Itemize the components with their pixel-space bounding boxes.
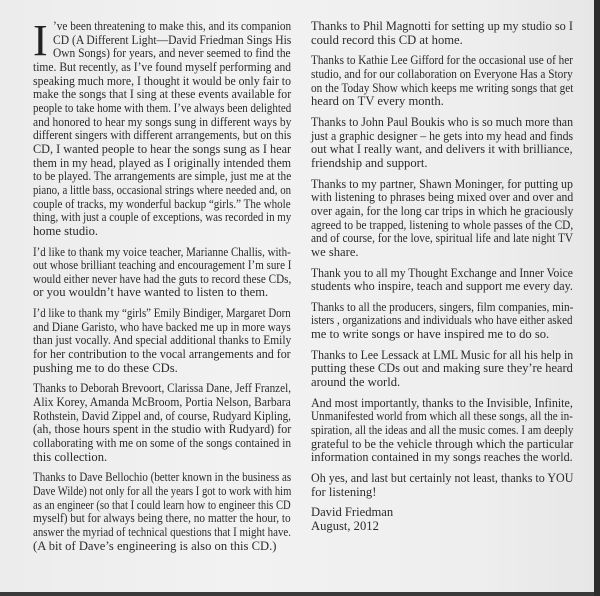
text-line: with listening to phrases being mixed over and over and [311, 190, 574, 205]
text-line: Thanks to Kathie Lee Gifford for the occasional use of her [311, 53, 573, 68]
text-line: heard on TV every month. [311, 94, 444, 109]
text-line: make the songs that I sing at these events available for [33, 87, 292, 102]
paragraph [311, 267, 573, 294]
text-line: Own Songs) for years, and never seemed to find the [53, 46, 291, 61]
left-column [33, 20, 291, 560]
text-line: and Diane Garisto, who have backed me up in more ways [33, 319, 291, 334]
text-line: to be played. The arrangements are simple, just me at the [33, 169, 292, 184]
text-line: Thanks to Deborah Brevoort, Clarissa Dane, Jeff Franzel, [33, 381, 292, 396]
text-line: students who inspire, teach and support me every day. [311, 279, 573, 294]
text-line: for listening! [311, 484, 377, 499]
text-line: Dave Wilde) not only for all the years I got to work with him [33, 484, 292, 498]
text-line: would either never have had the guts to record these CDs, [33, 271, 292, 286]
drop-cap: I [33, 21, 48, 61]
text-line: August, 2012 [311, 519, 379, 533]
paragraph [33, 471, 291, 553]
text-line: couple of tracks, my wonderful backup “girls.” The whole [33, 196, 291, 211]
text-line: speaking much more, I thought it would be only fair to [33, 73, 291, 88]
paragraph [311, 116, 573, 171]
text-line: David Friedman [311, 505, 394, 520]
paragraph [311, 349, 573, 390]
text-line: on the Today Show which keeps me writing songs that get [311, 80, 574, 95]
text-line: Thanks to my partner, Shawn Moninger, for putting up [311, 176, 574, 191]
text-line: home studio. [33, 223, 99, 238]
page-edge-shadow [594, 0, 600, 596]
text-line: Thanks to Phil Magnotti for setting up my studio so I [311, 19, 573, 33]
text-line: CD, I wanted people to hear the songs sung as I hear [33, 141, 292, 156]
paragraph [33, 307, 291, 375]
paragraph [311, 506, 573, 533]
text-line: this collection. [33, 449, 108, 464]
text-line: thing, with just a couple of exceptions, was recorded in my [33, 210, 292, 225]
text-line: putting these CDs out and making sure they’re heard [311, 361, 573, 376]
text-line: we share. [311, 244, 359, 259]
text-line: them in my head, played as I originally intended them [33, 155, 292, 170]
text-line: over again, for the long car trips in which he graciously [311, 203, 574, 218]
text-line: and of course, for the love, spiritual life and late night TV [311, 231, 574, 246]
text-line: answer the myriad of technical questions that I might have. [33, 524, 291, 539]
text-line: or you wouldn’t have wanted to listen to them. [33, 285, 269, 300]
paragraph [311, 20, 573, 47]
text-line: for her contribution to the vocal arrangements and for [33, 347, 291, 362]
paragraph [311, 178, 573, 260]
text-line: just a graphic designer – he gets into my head and finds [311, 128, 574, 143]
text-line: could record this CD at home. [311, 32, 463, 47]
paragraph [311, 301, 573, 342]
text-line: than just vocally. And special additional thanks to Emily [33, 333, 292, 348]
text-line: information contained in my songs reaches the world. [311, 450, 573, 465]
text-line: Thanks to Lee Lessack at LML Music for all his help in [311, 347, 574, 362]
text-line: piano, a little bass, occasional strings where needed and, on [33, 182, 292, 197]
text-line: Thank you to all my Thought Exchange and Inner Voice [311, 265, 573, 280]
text-line: pushing me to do these CDs. [33, 360, 178, 375]
paragraph [311, 472, 573, 499]
text-line: And most importantly, thanks to the Invisible, Infinite, [311, 395, 573, 410]
text-line: (A bit of Dave’s engineering is also on this CD.) [33, 538, 277, 553]
text-line: (ah, those hours spent in the studio with Rudyard) for [33, 422, 292, 437]
paragraph [33, 246, 291, 301]
text-line: Unmanifested world from which all these songs, all the in- [311, 409, 573, 424]
text-line: as an engineer (so that I could learn how to engineer this CD [33, 497, 291, 512]
text-line: myself) but for always being there, no matter the hour, to [33, 511, 291, 526]
text-line: grateful to be the vehicle through which the particular [311, 436, 574, 451]
paragraph [311, 397, 573, 465]
text-line: out whose brilliant teaching and encouragement I’m sure I [33, 258, 292, 273]
text-line: around the world. [311, 375, 401, 390]
text-line: studio, and for our collaboration on Everyone Has a Story [311, 66, 573, 81]
text-line: agreed to be trapped, listening to whole passes of the CD, [311, 217, 574, 232]
text-line: Thanks to all the producers, singers, film companies, min- [311, 299, 574, 314]
text-line: Thanks to John Paul Boukis who is so much more than [311, 114, 574, 129]
text-line: out what I really want, and delivers it with brilliance, [311, 142, 573, 157]
text-line: Alix Korey, Amanda McBroom, Portia Nelson, Barbara [33, 395, 291, 410]
text-line: people to take home with them. I’ve always been delighted [33, 100, 292, 115]
text-line: ’ve been threatening to make this, and its companion [53, 19, 292, 33]
text-line: different singers with different arrangements, but on this [33, 128, 292, 143]
text-line: collaborating with me on some of the songs contained in [33, 436, 292, 451]
text-line: Rothstein, David Zippel and, of course, Rudyard Kipling, [33, 408, 291, 423]
text-line: CD (A Different Light—David Friedman Sings His [53, 32, 292, 47]
paragraph [311, 54, 573, 109]
text-line: I’d like to thank my voice teacher, Marianne Challis, with- [33, 244, 291, 259]
text-line: me to write songs or have inspired me to do so. [311, 327, 550, 342]
text-line: Thanks to Dave Bellochio (better known in the business as [33, 470, 292, 485]
text-line: spiration, all the ideas and all the music comes. I am deeply [311, 423, 574, 438]
text-line: and honored to hear my songs sung in different ways by [33, 114, 292, 129]
text-line: friendship and support. [311, 155, 428, 170]
paragraph [33, 20, 291, 239]
text-line: I’d like to thank my “girls” Emily Bindiger, Margaret Dorn [33, 306, 291, 321]
text-line: Oh yes, and last but certainly not least, thanks to YOU [311, 471, 574, 486]
right-column [311, 20, 573, 541]
paragraph [33, 382, 291, 464]
text-line: isters , organizations and individuals who have either asked [311, 313, 573, 328]
text-line: time. But recently, as I’ve found myself performing and [33, 59, 292, 74]
